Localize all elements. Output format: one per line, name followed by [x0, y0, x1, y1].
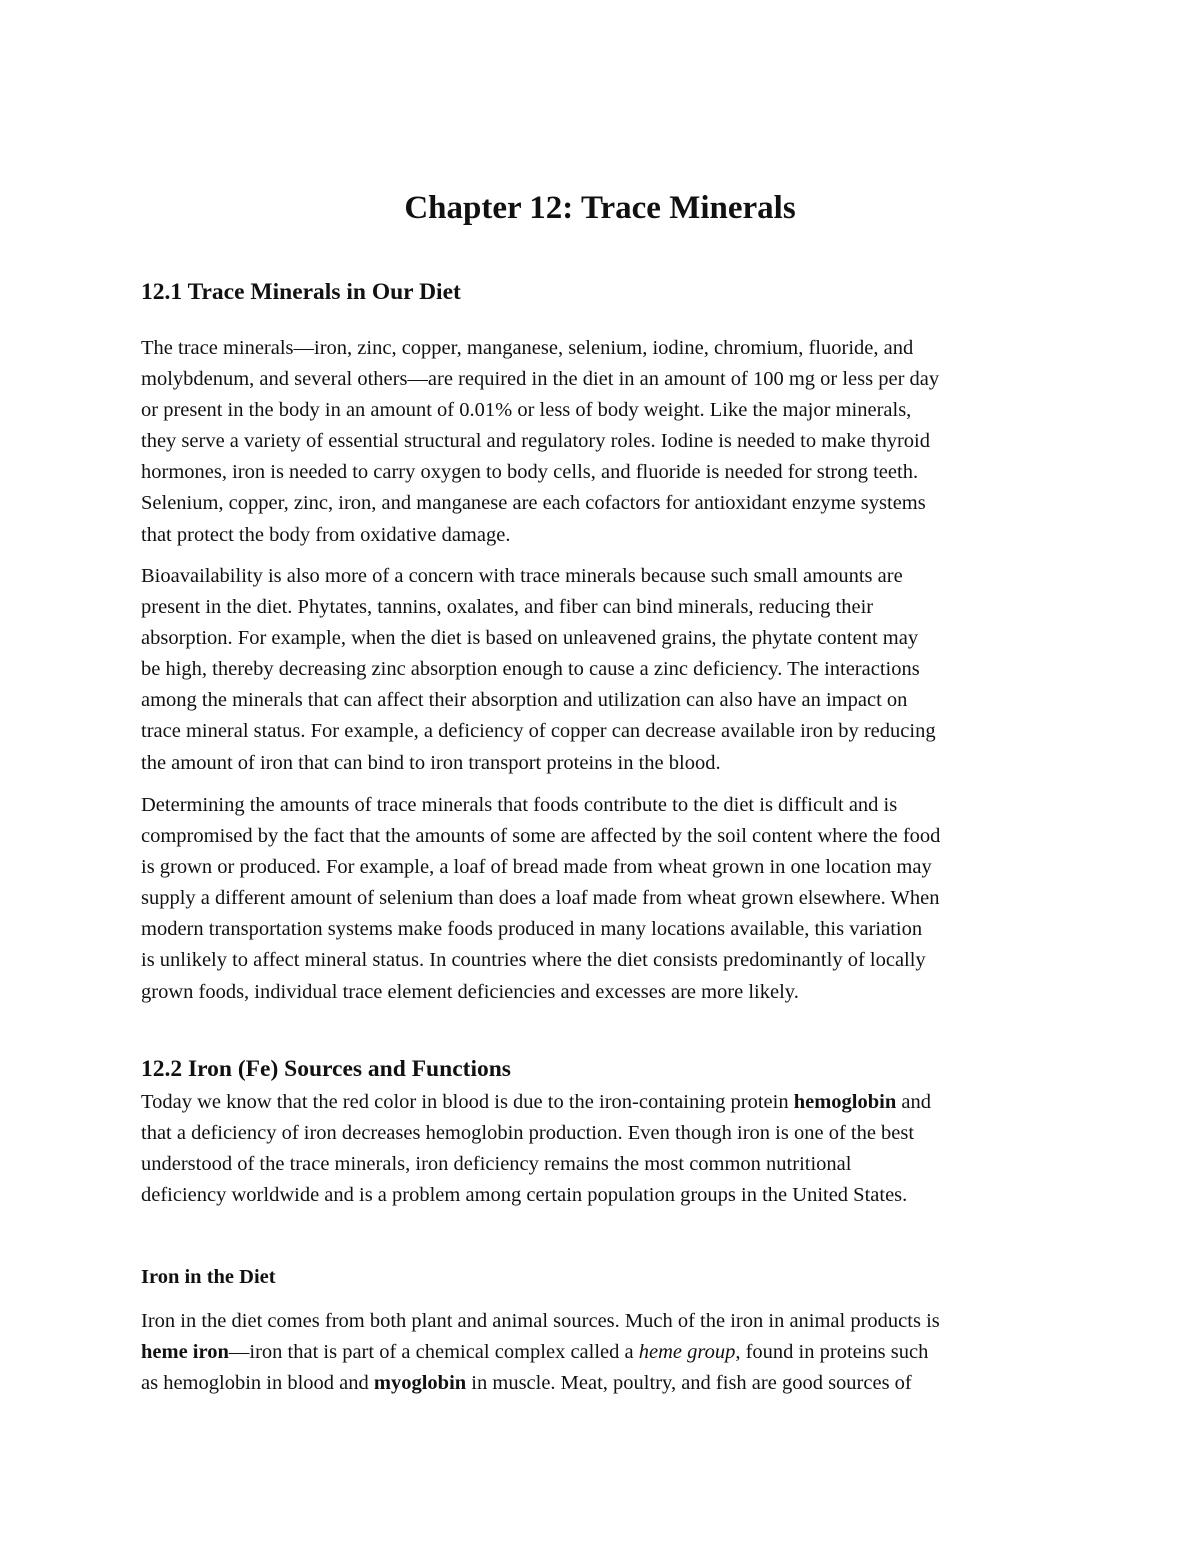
text-line — [141, 1337, 1066, 1368]
text-line: is grown or produced. For example, a loaf of bread made from wheat grown in one location may — [141, 856, 932, 879]
text-line: Bioavailability is also more of a concern with trace minerals because such small amounts are — [141, 565, 903, 587]
text-fragment: as hemoglobin in blood and — [141, 1372, 374, 1395]
text-line: Selenium, copper, zinc, iron, and manganese are each cofactors for antioxidant enzyme systems — [141, 492, 926, 515]
text-fragment: , found in proteins such — [735, 1341, 929, 1364]
text-line: is unlikely to affect mineral status. In countries where the diet consists predominantly of locally — [141, 949, 926, 972]
text-fragment: —iron that is part of a chemical complex called a — [228, 1341, 639, 1364]
text-line: present in the diet. Phytates, tannins, oxalates, and fiber can bind minerals, reducing their — [141, 596, 874, 619]
text-line: or present in the body in an amount of 0.01% or less of body weight. Like the major minerals, — [141, 399, 912, 422]
text-line: molybdenum, and several others—are required in the diet in an amount of 100 mg or less per day — [141, 368, 940, 391]
text-line: modern transportation systems make foods produced in many locations available, this variation — [141, 918, 923, 941]
text-line: trace mineral status. For example, a deficiency of copper can decrease available iron by reducing — [141, 720, 936, 743]
text-line: The trace minerals—iron, zinc, copper, manganese, selenium, iodine, chromium, fluoride, and — [141, 337, 914, 359]
text-line: compromised by the fact that the amounts of some are affected by the soil content where the food — [141, 825, 941, 848]
text-line: Iron in the diet comes from both plant and animal sources. Much of the iron in animal products is — [141, 1310, 940, 1332]
text-line: deficiency worldwide and is a problem among certain population groups in the United States. — [141, 1184, 908, 1207]
text-line: they serve a variety of essential structural and regulatory roles. Iodine is needed to make thyroid — [141, 430, 930, 453]
chapter-title: Chapter 12: Trace Minerals — [404, 190, 796, 226]
italic-term-heme-group: heme group — [638, 1341, 736, 1364]
paragraph-bioavailability — [141, 561, 1066, 779]
text-line: grown foods, individual trace element deficiencies and excesses are more likely. — [141, 980, 799, 1003]
text-line: that a deficiency of iron decreases hemoglobin production. Even though iron is one of the best — [141, 1122, 915, 1145]
text-line: be high, thereby decreasing zinc absorption enough to cause a zinc deficiency. The interactions — [141, 658, 920, 681]
text-line: absorption. For example, when the diet is based on unleavened grains, the phytate content may — [141, 627, 919, 650]
text-line: that protect the body from oxidative damage. — [141, 523, 511, 546]
subheading-iron-in-the-diet: Iron in the Diet — [141, 1266, 276, 1288]
text-line: hormones, iron is needed to carry oxygen to body cells, and fluoride is needed for strong teeth. — [141, 461, 919, 484]
paragraph-iron-hemoglobin — [141, 1087, 1066, 1211]
text-line: among the minerals that can affect their absorption and utilization can also have an impact on — [141, 689, 908, 712]
bold-term-heme-iron: heme iron — [141, 1341, 229, 1364]
text-fragment: in muscle. Meat, poultry, and fish are good sources of — [466, 1372, 912, 1395]
text-line: the amount of iron that can bind to iron transport proteins in the blood. — [141, 751, 721, 774]
text-line: Determining the amounts of trace minerals that foods contribute to the diet is difficult and is — [141, 794, 898, 816]
paragraph-trace-minerals-intro — [141, 333, 1066, 551]
text-line: understood of the trace minerals, iron deficiency remains the most common nutritional — [141, 1153, 852, 1176]
text-fragment: and — [896, 1091, 931, 1113]
text-fragment: Today we know that the red color in blood is due to the iron-containing protein — [141, 1091, 794, 1113]
bold-term-myoglobin: myoglobin — [373, 1372, 467, 1395]
text-line: supply a different amount of selenium than does a loaf made from wheat grown elsewhere. When — [141, 887, 940, 910]
bold-term-hemoglobin: hemoglobin — [793, 1091, 897, 1113]
text-line — [141, 1368, 1066, 1399]
section-heading-12-2: 12.2 Iron (Fe) Sources and Functions — [141, 1056, 511, 1082]
text-line — [141, 1087, 1066, 1118]
paragraph-iron-sources — [141, 1306, 1066, 1399]
section-heading-12-1: 12.1 Trace Minerals in Our Diet — [141, 279, 461, 305]
paragraph-determining-amounts — [141, 790, 1066, 1008]
